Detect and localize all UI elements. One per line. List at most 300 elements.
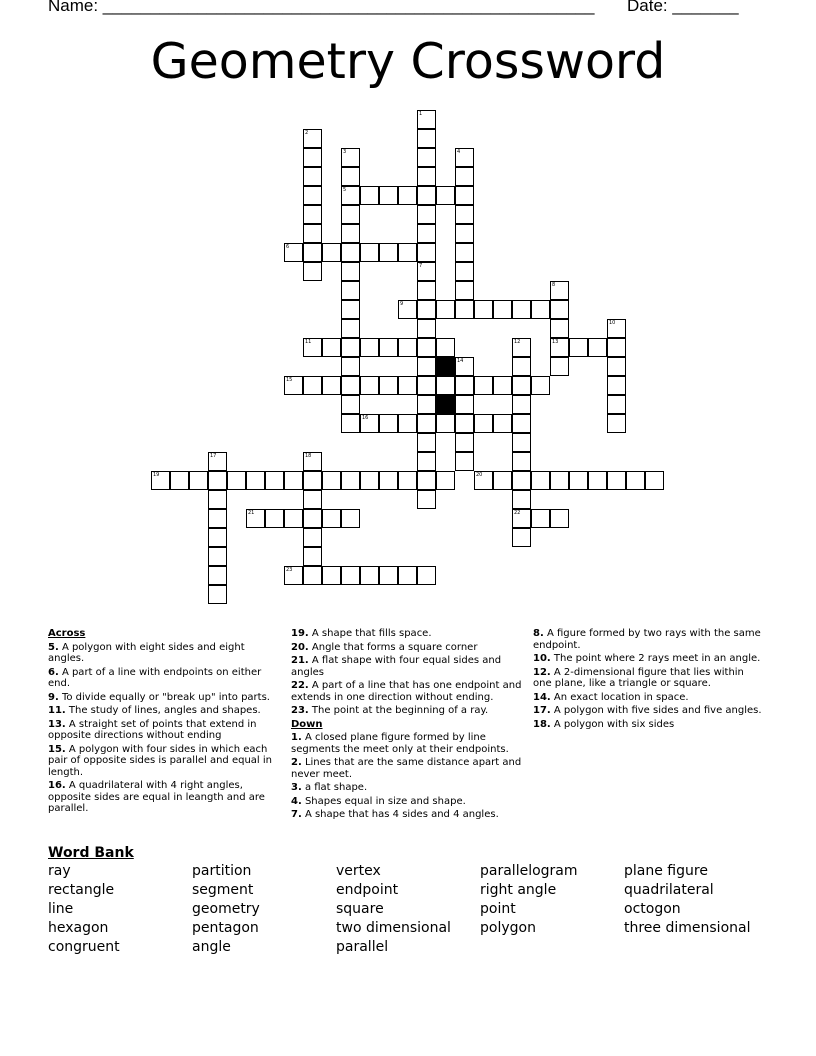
grid-cell[interactable]: [550, 300, 569, 319]
clue-number-label: 20.: [291, 641, 309, 653]
grid-cell[interactable]: [360, 414, 379, 433]
grid-cell[interactable]: [398, 414, 417, 433]
grid-cell[interactable]: [379, 471, 398, 490]
clue-text: The point where 2 rays meet in an angle.: [550, 653, 761, 664]
clue-item: [291, 757, 523, 780]
grid-cell[interactable]: [360, 566, 379, 585]
clue-number: 22: [514, 510, 521, 516]
word-bank-word: ray: [48, 863, 71, 879]
grid-cell[interactable]: [303, 205, 322, 224]
grid-cell[interactable]: [455, 224, 474, 243]
grid-cell[interactable]: [246, 471, 265, 490]
grid-cell[interactable]: [512, 414, 531, 433]
grid-cell[interactable]: [455, 376, 474, 395]
grid-cell[interactable]: [303, 243, 322, 262]
clue-number-label: 7.: [291, 809, 302, 820]
word-bank-word: partition: [192, 863, 252, 879]
grid-cell[interactable]: [436, 471, 455, 490]
clue-item: [291, 796, 523, 808]
clue-item: [291, 680, 523, 703]
grid-cell[interactable]: [512, 490, 531, 509]
grid-cell[interactable]: [512, 338, 531, 357]
grid-cell[interactable]: [493, 300, 512, 319]
name-line: Name: ____________________________________________________: [48, 0, 595, 15]
grid-cell[interactable]: [512, 357, 531, 376]
clue-item: [533, 628, 765, 651]
grid-cell[interactable]: [303, 167, 322, 186]
grid-cell[interactable]: [550, 281, 569, 300]
across-heading: Across: [48, 628, 86, 639]
grid-cell[interactable]: [436, 414, 455, 433]
clue-number-label: 2.: [291, 757, 302, 768]
clue-text: An exact location in space.: [550, 691, 689, 703]
grid-cell[interactable]: [607, 319, 626, 338]
clues-column-3: [533, 628, 765, 732]
grid-cell[interactable]: [303, 224, 322, 243]
grid-cell[interactable]: [265, 509, 284, 528]
grid-cell[interactable]: [455, 395, 474, 414]
grid-cell[interactable]: [512, 452, 531, 471]
grid-cell[interactable]: [455, 243, 474, 262]
grid-cell[interactable]: [208, 528, 227, 547]
clue-number-label: 6.: [48, 666, 59, 678]
grid-cell[interactable]: [208, 452, 227, 471]
grid-cell[interactable]: [493, 376, 512, 395]
clue-text: The study of lines, angles and shapes.: [65, 705, 261, 716]
word-bank-word: polygon: [480, 920, 536, 936]
clue-number: 21: [248, 510, 255, 516]
clue-item: [291, 642, 523, 654]
grid-cell[interactable]: [417, 357, 436, 376]
clue-number: 5: [343, 187, 347, 193]
clue-number: 6: [286, 244, 290, 250]
clue-text: Angle that forms a square corner: [308, 641, 478, 653]
clue-number-label: 9.: [48, 691, 59, 703]
word-bank-word: parallelogram: [480, 863, 578, 879]
grid-cell[interactable]: [208, 471, 227, 490]
grid-cell[interactable]: [455, 357, 474, 376]
grid-cell[interactable]: [341, 471, 360, 490]
grid-cell[interactable]: [455, 300, 474, 319]
page-title: Geometry Crossword: [150, 33, 666, 90]
grid-cell[interactable]: [341, 205, 360, 224]
clue-number: 14: [457, 358, 464, 364]
clue-number: 15: [286, 377, 293, 383]
grid-cell[interactable]: [341, 167, 360, 186]
grid-cell[interactable]: [436, 338, 455, 357]
word-bank-word: point: [480, 901, 516, 917]
clue-text: A part of a line with endpoints on either end.: [48, 666, 262, 689]
clue-number: 16: [362, 415, 369, 421]
grid-cell[interactable]: [379, 338, 398, 357]
grid-cell[interactable]: [417, 433, 436, 452]
down-heading: Down: [291, 718, 323, 730]
grid-cell[interactable]: [208, 490, 227, 509]
grid-cell[interactable]: [303, 566, 322, 585]
clue-text: A polygon with eight sides and eight angles.: [48, 641, 245, 664]
grid-cell[interactable]: [474, 471, 493, 490]
word-bank-word: octogon: [624, 901, 681, 917]
word-bank-column: [480, 862, 578, 938]
grid-cell[interactable]: [436, 376, 455, 395]
clue-item: [533, 705, 765, 717]
word-bank-word: plane figure: [624, 863, 708, 879]
grid-cell[interactable]: [607, 376, 626, 395]
clue-item: [48, 642, 280, 665]
grid-cell[interactable]: [208, 509, 227, 528]
grid-cell[interactable]: [512, 433, 531, 452]
clue-number-label: 12.: [533, 666, 551, 678]
word-bank-word: congruent: [48, 939, 120, 955]
grid-cell[interactable]: [531, 509, 550, 528]
word-bank-word: square: [336, 901, 384, 917]
clue-item: [48, 780, 280, 815]
grid-cell[interactable]: [550, 319, 569, 338]
grid-cell[interactable]: [303, 452, 322, 471]
grid-cell[interactable]: [417, 167, 436, 186]
grid-cell[interactable]: [417, 414, 436, 433]
clue-item: [291, 782, 523, 794]
grid-cell[interactable]: [455, 281, 474, 300]
clue-text: Shapes equal in size and shape.: [301, 795, 466, 807]
clue-text: A part of a line that has one endpoint and extends in one direction without ending.: [291, 680, 522, 703]
grid-cell[interactable]: [303, 547, 322, 566]
grid-cell[interactable]: [322, 509, 341, 528]
grid-cell[interactable]: [512, 395, 531, 414]
grid-cell[interactable]: [379, 186, 398, 205]
grid-cell[interactable]: [341, 376, 360, 395]
grid-cell[interactable]: [417, 262, 436, 281]
grid-cell[interactable]: [455, 433, 474, 452]
clue-number-label: 18.: [533, 718, 551, 730]
grid-cell[interactable]: [531, 300, 550, 319]
clue-text: A quadrilateral with 4 right angles, opposite sides are equal in leangth and are parallel.: [48, 780, 265, 814]
grid-cell[interactable]: [303, 129, 322, 148]
grid-cell[interactable]: [208, 585, 227, 604]
black-cell: [436, 357, 455, 376]
grid-cell[interactable]: [208, 566, 227, 585]
grid-cell[interactable]: [398, 300, 417, 319]
clue-item: [48, 705, 280, 717]
grid-cell[interactable]: [398, 376, 417, 395]
clue-number-label: 19.: [291, 628, 309, 639]
grid-cell[interactable]: [417, 395, 436, 414]
grid-cell[interactable]: [341, 566, 360, 585]
grid-cell[interactable]: [588, 338, 607, 357]
grid-cell[interactable]: [398, 186, 417, 205]
grid-cell[interactable]: [626, 471, 645, 490]
grid-cell[interactable]: [588, 471, 607, 490]
clue-number-label: 15.: [48, 743, 66, 755]
clue-text: A flat shape with four equal sides and angles: [291, 655, 502, 678]
grid-cell[interactable]: [227, 471, 246, 490]
grid-cell[interactable]: [607, 338, 626, 357]
grid-cell[interactable]: [322, 243, 341, 262]
grid-cell[interactable]: [474, 300, 493, 319]
grid-cell[interactable]: [512, 376, 531, 395]
clue-number: 18: [305, 453, 312, 459]
grid-cell[interactable]: [417, 319, 436, 338]
grid-cell[interactable]: [151, 471, 170, 490]
clue-number: 10: [609, 320, 616, 326]
grid-cell[interactable]: [417, 300, 436, 319]
grid-cell[interactable]: [303, 528, 322, 547]
clue-item: [533, 719, 765, 731]
grid-cell[interactable]: [569, 471, 588, 490]
clue-item: [533, 692, 765, 704]
word-bank-word: three dimensional: [624, 920, 751, 936]
grid-cell[interactable]: [322, 566, 341, 585]
black-cell: [436, 395, 455, 414]
grid-cell[interactable]: [322, 376, 341, 395]
clue-item: [291, 809, 523, 821]
grid-cell[interactable]: [417, 452, 436, 471]
grid-cell[interactable]: [284, 376, 303, 395]
grid-cell[interactable]: [341, 509, 360, 528]
clue-number-label: 11.: [48, 705, 66, 716]
clue-item: [291, 705, 523, 717]
grid-cell[interactable]: [303, 186, 322, 205]
grid-cell[interactable]: [208, 547, 227, 566]
grid-cell[interactable]: [455, 167, 474, 186]
grid-cell[interactable]: [455, 262, 474, 281]
grid-cell[interactable]: [455, 148, 474, 167]
grid-cell[interactable]: [360, 376, 379, 395]
clue-number-label: 5.: [48, 641, 59, 653]
grid-cell[interactable]: [607, 471, 626, 490]
word-bank-column: [336, 862, 451, 957]
clue-number-label: 8.: [533, 628, 544, 639]
grid-cell[interactable]: [512, 471, 531, 490]
clue-item: [48, 667, 280, 690]
grid-cell[interactable]: [455, 205, 474, 224]
grid-cell[interactable]: [417, 338, 436, 357]
clue-text: A polygon with five sides and five angles.: [550, 705, 762, 716]
grid-cell[interactable]: [417, 490, 436, 509]
grid-cell[interactable]: [417, 110, 436, 129]
grid-cell[interactable]: [284, 471, 303, 490]
grid-cell[interactable]: [322, 338, 341, 357]
word-bank-word: angle: [192, 939, 231, 955]
word-bank-word: parallel: [336, 939, 389, 955]
grid-cell[interactable]: [417, 281, 436, 300]
grid-cell[interactable]: [303, 338, 322, 357]
clue-number: 7: [419, 263, 423, 269]
clue-number: 3: [343, 149, 347, 155]
grid-cell[interactable]: [417, 148, 436, 167]
clue-item: [48, 744, 280, 779]
word-bank-word: rectangle: [48, 882, 115, 898]
clue-text: A closed plane figure formed by line segments the meet only at their endpoints.: [291, 732, 509, 755]
clue-text: A shape that has 4 sides and 4 angles.: [301, 809, 499, 820]
clue-number: 4: [457, 149, 461, 155]
grid-cell[interactable]: [550, 509, 569, 528]
word-bank-column: [192, 862, 260, 957]
grid-cell[interactable]: [303, 148, 322, 167]
clue-text: To divide equally or "break up" into parts.: [58, 691, 270, 703]
clue-text: A shape that fills space.: [308, 628, 432, 639]
grid-cell[interactable]: [379, 243, 398, 262]
grid-cell[interactable]: [436, 300, 455, 319]
word-bank-word: geometry: [192, 901, 260, 917]
grid-cell[interactable]: [303, 262, 322, 281]
clue-text: The point at the beginning of a ray.: [308, 705, 489, 716]
clue-item: [291, 628, 523, 640]
grid-cell[interactable]: [417, 186, 436, 205]
grid-cell[interactable]: [379, 376, 398, 395]
grid-cell[interactable]: [303, 509, 322, 528]
grid-cell[interactable]: [341, 300, 360, 319]
grid-cell[interactable]: [341, 224, 360, 243]
grid-cell[interactable]: [607, 357, 626, 376]
word-bank-title: Word Bank: [48, 845, 134, 861]
clue-item: [291, 655, 523, 678]
clue-number: 20: [476, 472, 483, 478]
grid-cell[interactable]: [265, 471, 284, 490]
clue-number-label: 13.: [48, 718, 66, 730]
grid-cell[interactable]: [512, 509, 531, 528]
grid-cell[interactable]: [417, 205, 436, 224]
clue-number: 2: [305, 130, 309, 136]
grid-cell[interactable]: [284, 243, 303, 262]
grid-cell[interactable]: [189, 471, 208, 490]
grid-cell[interactable]: [417, 566, 436, 585]
grid-cell[interactable]: [417, 376, 436, 395]
grid-cell[interactable]: [398, 566, 417, 585]
grid-cell[interactable]: [436, 186, 455, 205]
clue-number: 8: [552, 282, 556, 288]
clue-number: 12: [514, 339, 521, 345]
clue-number-label: 23.: [291, 705, 309, 716]
word-bank-word: pentagon: [192, 920, 259, 936]
grid-cell[interactable]: [360, 338, 379, 357]
clue-text: A polygon with four sides in which each pair of opposite sides is parallel and equal in length.: [48, 743, 272, 778]
grid-cell[interactable]: [455, 414, 474, 433]
grid-cell[interactable]: [360, 186, 379, 205]
word-bank-word: two dimensional: [336, 920, 451, 936]
clue-number-label: 3.: [291, 782, 302, 793]
grid-cell[interactable]: [455, 186, 474, 205]
grid-cell[interactable]: [246, 509, 265, 528]
word-bank-column: [48, 862, 120, 957]
grid-cell[interactable]: [170, 471, 189, 490]
clue-number: 1: [419, 111, 423, 117]
clue-item: [291, 732, 523, 755]
clue-number-label: 17.: [533, 705, 551, 716]
grid-cell[interactable]: [341, 395, 360, 414]
grid-cell[interactable]: [417, 129, 436, 148]
word-bank-word: vertex: [336, 863, 381, 879]
clue-item: [533, 667, 765, 690]
grid-cell[interactable]: [398, 471, 417, 490]
word-bank-word: line: [48, 901, 74, 917]
clue-number: 9: [400, 301, 404, 307]
grid-cell[interactable]: [512, 528, 531, 547]
clue-item: [533, 653, 765, 665]
clue-number: 23: [286, 567, 293, 573]
clue-number: 11: [305, 339, 312, 345]
clue-number-label: 22.: [291, 680, 309, 691]
grid-cell[interactable]: [645, 471, 664, 490]
grid-cell[interactable]: [550, 338, 569, 357]
grid-cell[interactable]: [284, 566, 303, 585]
word-bank-word: quadrilateral: [624, 882, 714, 898]
word-bank-word: segment: [192, 882, 254, 898]
clue-number: 17: [210, 453, 217, 459]
grid-cell[interactable]: [341, 243, 360, 262]
grid-cell[interactable]: [360, 471, 379, 490]
clue-number: 13: [552, 339, 559, 345]
clue-text: A straight set of points that extend in opposite directions without ending: [48, 718, 257, 741]
grid-cell[interactable]: [569, 338, 588, 357]
clue-number-label: 4.: [291, 795, 302, 807]
clues-column-2: [291, 628, 523, 823]
grid-cell[interactable]: [398, 243, 417, 262]
grid-cell[interactable]: [417, 471, 436, 490]
grid-cell[interactable]: [379, 566, 398, 585]
clue-number: 19: [153, 472, 160, 478]
grid-cell[interactable]: [550, 471, 569, 490]
grid-cell[interactable]: [531, 471, 550, 490]
grid-cell[interactable]: [303, 490, 322, 509]
grid-cell[interactable]: [303, 471, 322, 490]
grid-cell[interactable]: [379, 414, 398, 433]
grid-cell[interactable]: [417, 224, 436, 243]
clue-number-label: 10.: [533, 653, 551, 664]
grid-cell[interactable]: [607, 414, 626, 433]
clue-item: [48, 692, 280, 704]
grid-cell[interactable]: [341, 281, 360, 300]
clue-text: A figure formed by two rays with the same endpoint.: [533, 628, 761, 651]
clue-number-label: 16.: [48, 780, 66, 791]
grid-cell[interactable]: [455, 452, 474, 471]
grid-cell[interactable]: [284, 509, 303, 528]
grid-cell[interactable]: [341, 319, 360, 338]
clue-number-label: 14.: [533, 691, 551, 703]
clue-text: A 2-dimensional figure that lies within one plane, like a triangle or square.: [533, 666, 744, 689]
grid-cell[interactable]: [341, 186, 360, 205]
grid-cell[interactable]: [607, 395, 626, 414]
date-line: Date: _______: [627, 0, 739, 15]
grid-cell[interactable]: [303, 376, 322, 395]
word-bank-word: right angle: [480, 882, 557, 898]
clue-item: [48, 719, 280, 742]
grid-cell[interactable]: [493, 471, 512, 490]
grid-cell[interactable]: [360, 243, 379, 262]
grid-cell[interactable]: [474, 376, 493, 395]
grid-cell[interactable]: [341, 357, 360, 376]
clue-text: a flat shape.: [301, 782, 368, 793]
grid-cell[interactable]: [322, 471, 341, 490]
grid-cell[interactable]: [512, 300, 531, 319]
grid-cell[interactable]: [493, 414, 512, 433]
word-bank-column: [624, 862, 750, 938]
clue-number-label: 21.: [291, 655, 309, 666]
grid-cell[interactable]: [341, 262, 360, 281]
clue-text: A polygon with six sides: [550, 718, 675, 730]
word-bank-word: hexagon: [48, 920, 109, 936]
grid-cell[interactable]: [341, 148, 360, 167]
grid-cell[interactable]: [417, 243, 436, 262]
grid-cell[interactable]: [398, 338, 417, 357]
clues-column-1: [48, 628, 280, 817]
grid-cell[interactable]: [341, 414, 360, 433]
grid-cell[interactable]: [341, 338, 360, 357]
word-bank-word: endpoint: [336, 882, 399, 898]
grid-cell[interactable]: [531, 376, 550, 395]
grid-cell[interactable]: [474, 414, 493, 433]
grid-cell[interactable]: [550, 357, 569, 376]
